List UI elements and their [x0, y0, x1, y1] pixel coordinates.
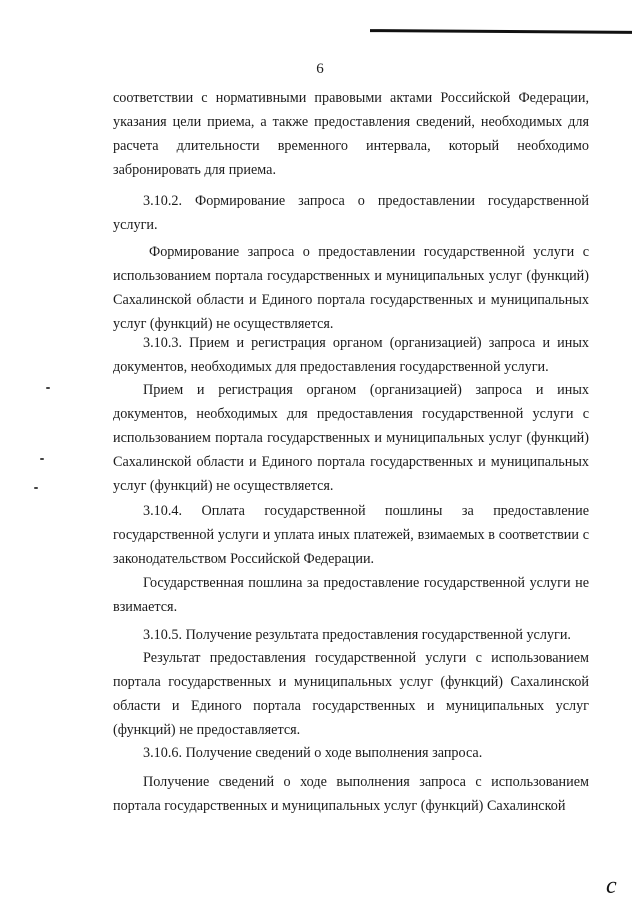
page-number: 6 [316, 61, 324, 77]
heading-3-10-2: 3.10.2. Формирование запроса о предоставлении государственной услуги. [113, 193, 589, 233]
paragraph-result: Результат предоставления государственной услуги с использованием портала государственных и муниципальных услуг (функций) Сахалинской области и Единого портала государственных и муниципальных услуг (функций) не предоставляется. [113, 650, 589, 738]
margin-mark [46, 387, 50, 389]
paragraph-fee: Государственная пошлина за предоставление государственной услуги не взимается. [113, 575, 589, 615]
scan-artifact-line [370, 29, 632, 34]
margin-mark [34, 487, 38, 489]
heading-3-10-4: 3.10.4. Оплата государственной пошлины за предоставление государственной услуги и уплата иных платежей, взимаемых в соответствии с законодательством Российской Федерации. [113, 503, 589, 567]
handwritten-mark: c [606, 873, 617, 899]
paragraph-status: Получение сведений о ходе выполнения запроса с использованием портала государственных и муниципальных услуг (функций) Сахалинской [113, 774, 589, 814]
margin-mark [40, 458, 44, 460]
paragraph-continuation: соответствии с нормативными правовыми актами Российской Федерации, указания цели приема, а также предоставления сведений, необходимых для расчета длительности временного интервала, который необходимо забронировать для приема. [113, 90, 589, 178]
paragraph-request-registration: Прием и регистрация органом (организацией) запроса и иных документов, необходимых для предоставления государственной услуги с использованием портала государственных и муниципальных услуг (функций) Сахалинской области и Единого портала государственных и муниципальных услуг (функций) не осуществляется. [113, 382, 589, 494]
heading-3-10-3: 3.10.3. Прием и регистрация органом (организацией) запроса и иных документов, необходимых для предоставления государственной услуги. [113, 335, 589, 375]
paragraph-request-forming: Формирование запроса о предоставлении государственной услуги с использованием портала государственных и муниципальных услуг (функций) Сахалинской области и Единого портала государственных и муниципальных услуг (функций) не осуществляется. [113, 244, 589, 332]
heading-3-10-6: 3.10.6. Получение сведений о ходе выполнения запроса. [143, 745, 483, 761]
heading-3-10-5: 3.10.5. Получение результата предоставления государственной услуги. [143, 627, 571, 643]
